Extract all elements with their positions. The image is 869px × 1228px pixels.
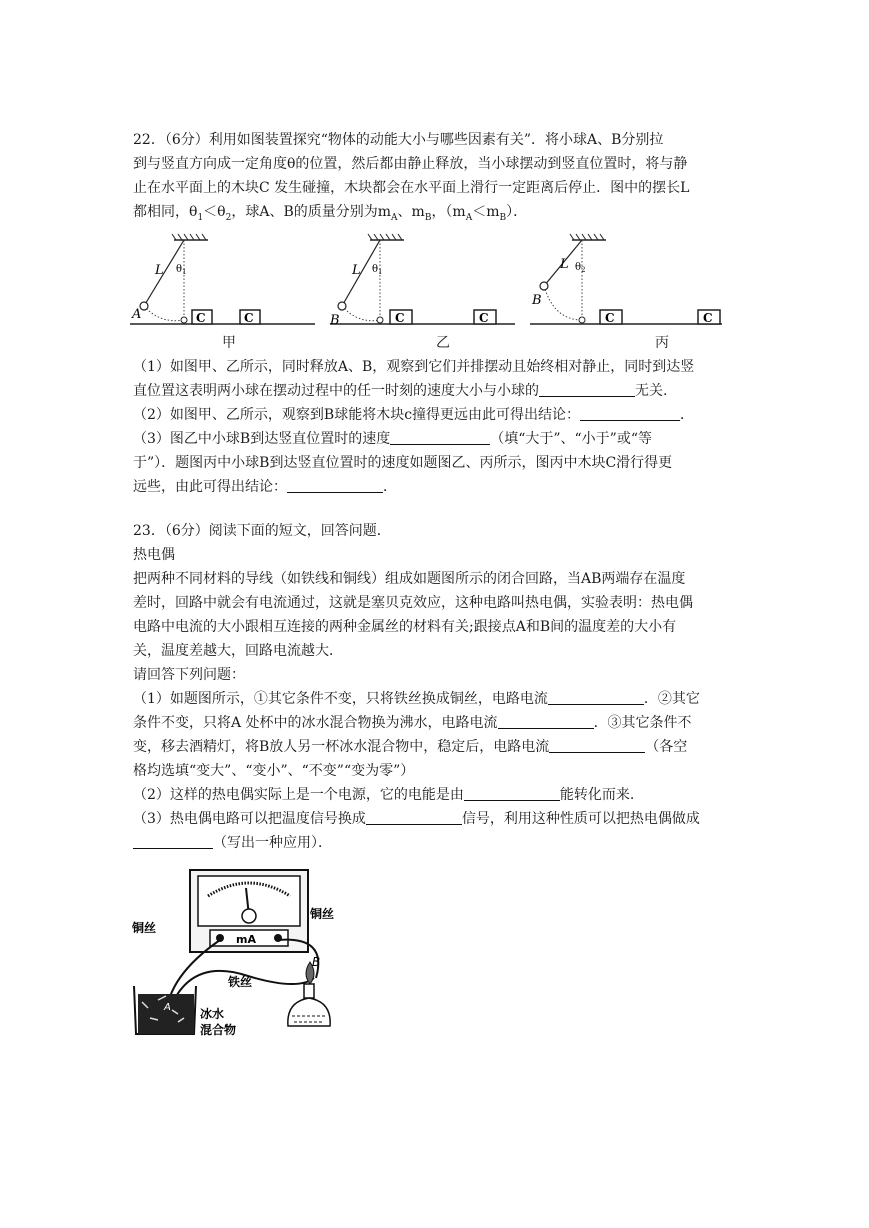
iron-wire-label: 铁丝 [228, 975, 253, 989]
text: （写出一种应用）． [213, 835, 332, 851]
pendulum-figure-bing [530, 226, 730, 356]
q23-body-3: 电路中电流的大小跟相互连接的两种金属丝的材料有关;跟接点A和B间的温度差的大小有 [133, 619, 677, 635]
mass-subscript: B [499, 212, 507, 223]
block-label: C [395, 311, 405, 325]
answer-blank[interactable] [498, 714, 594, 729]
point-a-label: A [164, 1002, 171, 1013]
length-label: L [560, 257, 569, 272]
q23-q2 [133, 785, 634, 805]
answer-blank[interactable] [548, 690, 644, 705]
block-label: C [479, 311, 489, 325]
q23-heading: 热电偶 [133, 547, 175, 563]
q22-p3a [133, 429, 652, 449]
answer-blank[interactable] [366, 810, 462, 825]
ball-label: A [132, 307, 142, 322]
theta-symbol: θ [189, 204, 198, 220]
mass-text: ＜m [472, 204, 500, 220]
text: 条件不变，只将A 处杯中的冰水混合物换为沸水，电路电流 [133, 715, 498, 731]
length-label: L [155, 263, 164, 278]
text: ．②其它 [643, 691, 700, 707]
text: 能转化而来. [559, 787, 635, 803]
text: （1）如题图所示，①其它条件不变，只将铁丝换成铜丝，电路电流 [133, 691, 548, 707]
figure-caption-jia: 甲 [222, 335, 236, 351]
text: 远些，由此可得出结论： [133, 479, 287, 495]
angle-label: $\theta_1$ [176, 264, 187, 276]
theta-subscript: 2 [225, 212, 232, 223]
text: （2）这样的热电偶实际上是一个电源，它的电能是由 [133, 787, 464, 803]
q23-q1c [133, 737, 687, 757]
angle-label: $\theta_2$ [575, 262, 586, 274]
block-label: C [196, 311, 206, 325]
alcohol-lamp [288, 955, 330, 1026]
text: 直位置这表明两小球在摆动过程中的任一时刻的速度大小与小球的 [133, 383, 539, 399]
q22-line-1: 22．（6分）利用如图装置探究“物体的动能大小与哪些因素有关”．将小球A、B分别拉 [133, 132, 664, 148]
mass-subscript: B [424, 212, 432, 223]
pendulum-figure-jia [130, 234, 315, 325]
text: （2）如图甲、乙所示，观察到B球能将木块c撞得更远由此可得出结论： [133, 407, 581, 423]
q22-p2 [133, 405, 694, 425]
q22-line-4 [133, 202, 527, 228]
block-label: C [244, 311, 254, 325]
text: （填“大于”、“小于”或“等 [490, 431, 652, 447]
q23-q1a [133, 689, 700, 709]
mass-text: 、m [397, 204, 425, 220]
answer-blank[interactable] [287, 478, 383, 493]
mass-subscript: A [391, 212, 398, 223]
ball-label: B [532, 293, 542, 308]
text: （3）图乙中小球B到达竖直位置时的速度 [133, 431, 391, 447]
block-label: C [605, 311, 615, 325]
answer-blank[interactable] [580, 406, 680, 421]
mass-text: ，球A、B的质量分别为m [231, 204, 392, 220]
ice-water-label-2: 混合物 [200, 1023, 237, 1037]
ice-water-label-1: 冰水 [200, 1007, 225, 1021]
q23-body-4: 关，温度差越大，回路电流越大． [133, 643, 343, 659]
q23-body-2: 差时，回路中就会有电流通过，这就是塞贝克效应，这种电路叫热电偶，实验表明：热电偶 [133, 595, 693, 611]
q23-prompt: 请回答下列问题： [133, 667, 245, 683]
less-than: ＜ [203, 204, 218, 220]
answer-blank[interactable] [464, 786, 560, 801]
figure-caption-bing: 丙 [655, 335, 669, 351]
length-label: L [352, 263, 361, 278]
text: （3）热电偶电路可以把温度信号换成 [133, 811, 366, 827]
q23-body-1: 把两种不同材料的导线（如铁线和铜线）组成如题图所示的闭合回路，当AB两端存在温度 [133, 571, 686, 587]
q22-p1b [133, 381, 667, 401]
mass-subscript: A [465, 212, 473, 223]
text: 信号，利用这种性质可以把热电偶做成 [461, 811, 700, 827]
q23-q3b [133, 833, 332, 853]
q22-line-2: 到与竖直方向成一定角度θ的位置，然后都由静止释放，当小球摆动到竖直位置时，将与静 [133, 156, 688, 172]
angle-label: $\theta_1$ [372, 264, 383, 276]
mass-text: ，（m [431, 204, 466, 220]
mass-text: ）． [506, 204, 528, 220]
q22-line-3: 止在水平面上的木块C 发生碰撞，木块都会在水平面上滑行一定距离后停止．图中的摆长L [133, 180, 690, 196]
ice-water-beaker [134, 986, 236, 1037]
text: ．③其它条件不 [593, 715, 692, 731]
theta-subscript: 1 [197, 212, 204, 223]
q22-p1a: （1）如图甲、乙所示，同时释放A、B，观察到它们并排摆动且始终相对静止，同时到达竖 [133, 359, 695, 375]
q23-q1d: 格均选填“变大”、“变小”、“不变”“变为零”） [133, 763, 415, 779]
pendulum-figure-yi [329, 234, 515, 328]
theta-symbol: θ [217, 204, 226, 220]
q22-line-4-text: 都相同， [133, 204, 189, 220]
q22-p3b: 于”）．题图丙中小球B到达竖直位置时的速度如题图乙、丙所示，图丙中木块C滑行得更 [133, 455, 673, 471]
copper-wire-label-left: 铜丝 [132, 921, 157, 935]
answer-blank[interactable] [539, 382, 635, 397]
ball-label: B [330, 313, 340, 328]
text: 变，移去酒精灯，将B放人另一杯冰水混合物中，稳定后，电路电流 [133, 739, 550, 755]
q22-p3c [133, 477, 397, 497]
text: ． [680, 407, 695, 423]
text: （各空 [645, 739, 688, 755]
q23-q3a [133, 809, 700, 829]
point-b-label: B [312, 955, 321, 969]
block-label: C [703, 311, 713, 325]
answer-blank[interactable] [549, 738, 645, 753]
thermocouple-figure [128, 866, 358, 1042]
answer-blank[interactable] [133, 834, 213, 849]
q23-q1b [133, 713, 692, 733]
text: ． [383, 479, 397, 495]
answer-blank[interactable] [390, 430, 490, 445]
meter-label: mA [236, 933, 256, 946]
pendulum-figures [130, 226, 520, 356]
figure-caption-yi: 乙 [436, 335, 450, 351]
text: 无关. [635, 383, 668, 399]
q23-title: 23．（6分）阅读下面的短文，回答问题． [133, 523, 391, 539]
copper-wire-label-right: 铜丝 [310, 907, 335, 921]
